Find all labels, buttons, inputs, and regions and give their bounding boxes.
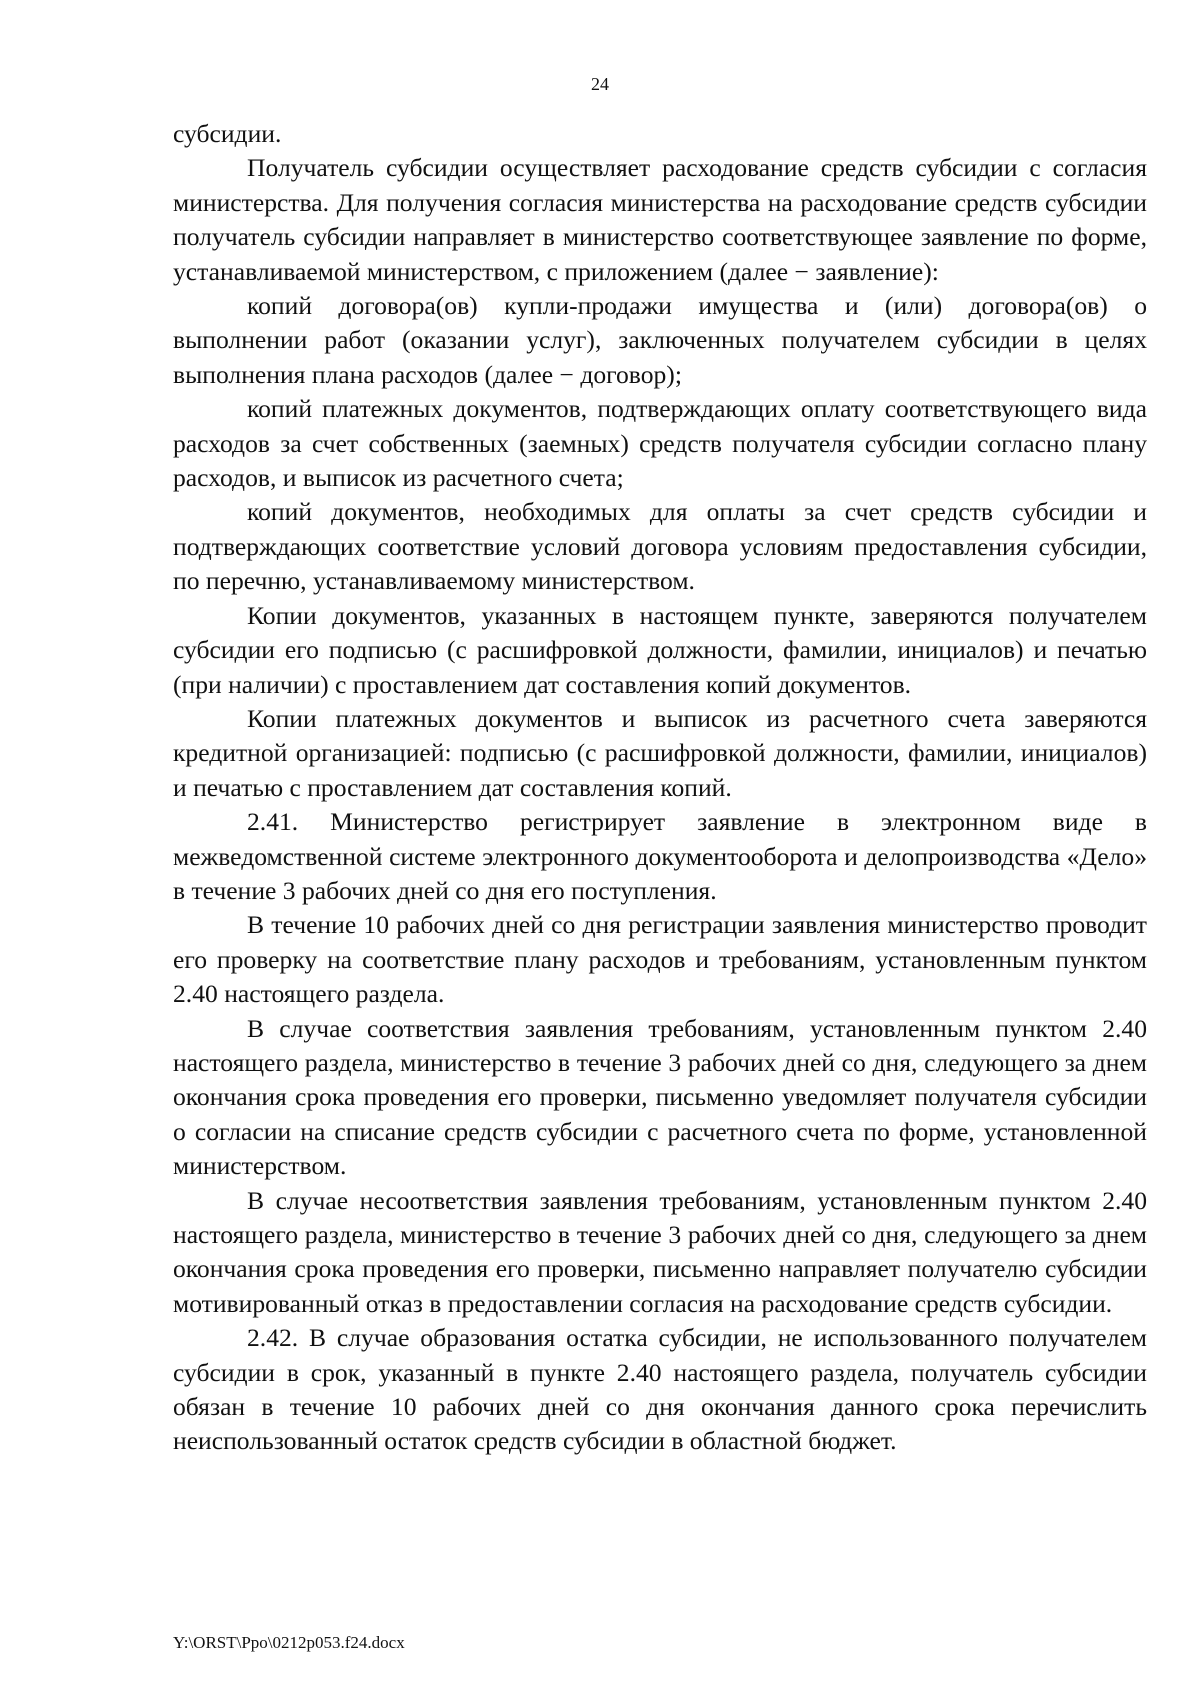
footer-file-path: Y:\ORST\Ppo\0212p053.f24.docx: [173, 1633, 405, 1652]
paragraph-recipient-expenditure: Получатель субсидии осуществляет расходование средств субсидии с согласия министерства. Для получения согласия министерства на расходование средств субсидии получатель субсидии направляет в министерство соответствующее заявление по форме, устанавливаемой министерством, с приложением (далее − заявление):: [173, 153, 1147, 286]
page-number: 24: [591, 74, 609, 94]
paragraph-clause-2-42: 2.42. В случае образования остатка субсидии, не использованного получателем субсидии в срок, указанный в пункте 2.40 настоящего раздела, получатель субсидии обязан в течение 10 рабочих дней со дня окончания данного срока перечислить неиспользованный остаток средств субсидии в областной бюджет.: [173, 1323, 1147, 1456]
paragraph-compliance-case: В случае соответствия заявления требованиям, установленным пунктом 2.40 настоящего раздела, министерство в течение 3 рабочих дней со дня, следующего за днем окончания срока проведения его проверки, письменно уведомляет получателя субсидии о согласии на списание средств субсидии с расчетного счета по форме, установленной министерством.: [173, 1013, 1147, 1181]
document-body: [173, 117, 1147, 1459]
paragraph-copy-certification: Копии документов, указанных в настоящем пункте, заверяются получателем субсидии его подписью (с расшифровкой должности, фамилии, инициалов) и печатью (при наличии) с проставлением дат составления копий документов.: [173, 600, 1147, 699]
paragraph-payment-documents: копий платежных документов, подтверждающих оплату соответствующего вида расходов за счет собственных (заемных) средств получателя субсидии согласно плану расходов, и выписок из расчетного счета;: [173, 394, 1147, 493]
paragraph-review-period: В течение 10 рабочих дней со дня регистрации заявления министерство проводит его проверку на соответствие плану расходов и требованиям, установленным пунктом 2.40 настоящего раздела.: [173, 910, 1147, 1009]
paragraph-continuation: субсидии.: [173, 119, 282, 148]
paragraph-contract-copies: копий договора(ов) купли-продажи имущества и (или) договора(ов) о выполнении работ (оказании услуг), заключенных получателем субсидии в целях выполнения плана расходов (далее − договор);: [173, 291, 1147, 389]
paragraph-noncompliance-case: В случае несоответствия заявления требованиям, установленным пунктом 2.40 настоящего раздела, министерство в течение 3 рабочих дней со дня, следующего за днем окончания срока проведения его проверки, письменно направляет получателю субсидии мотивированный отказ в предоставлении согласия на расходование средств субсидии.: [173, 1185, 1147, 1318]
paragraph-clause-2-41: 2.41. Министерство регистрирует заявление в электронном виде в межведомственной системе электронного документооборота и делопроизводства «Дело» в течение 3 рабочих дней со дня его поступления.: [173, 807, 1147, 905]
paragraph-bank-certification: Копии платежных документов и выписок из расчетного счета заверяются кредитной организацией: подписью (с расшифровкой должности, фамилии, инициалов) и печатью с проставлением дат составления копий.: [173, 703, 1147, 802]
paragraph-payment-supporting-docs: копий документов, необходимых для оплаты за счет средств субсидии и подтверждающих соответствие условий договора условиям предоставления субсидии, по перечню, устанавливаемому министерством.: [173, 497, 1147, 596]
